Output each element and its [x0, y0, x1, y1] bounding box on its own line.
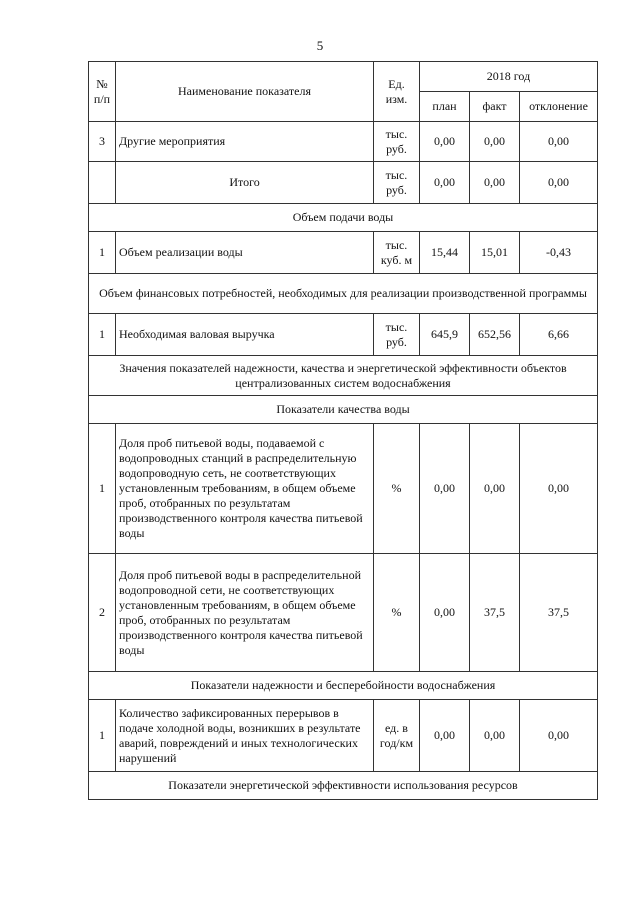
row-unit: тыс. куб. м [374, 232, 420, 274]
row-unit: % [374, 424, 420, 554]
row-name: Другие мероприятия [116, 122, 374, 162]
row-deviation: 0,00 [520, 424, 598, 554]
page-number: 5 [316, 38, 324, 53]
row-deviation: 0,00 [520, 700, 598, 772]
table-row [89, 424, 598, 554]
row-unit: тыс. руб. [374, 162, 420, 204]
row-unit: % [374, 554, 420, 672]
row-name: Доля проб питьевой воды в распределительной водопроводной сети, не соответствующих установленным требованиям, в общем объеме проб, отобранных по результатам производственного контроля качества питьевой воды [116, 554, 374, 672]
header-fact: факт [470, 92, 520, 122]
section-title: Показатели качества воды [89, 396, 598, 424]
row-fact: 0,00 [470, 122, 520, 162]
row-plan: 0,00 [420, 162, 470, 204]
row-plan: 645,9 [420, 314, 470, 356]
section-row [89, 772, 598, 800]
table-row [89, 232, 598, 274]
row-num: 1 [89, 700, 116, 772]
section-row [89, 356, 598, 396]
row-num-empty [89, 162, 116, 204]
header-year: 2018 год [420, 62, 598, 92]
row-deviation: 6,66 [520, 314, 598, 356]
indicators-table [88, 61, 598, 800]
header-num: № п/п [89, 62, 116, 122]
row-plan: 0,00 [420, 700, 470, 772]
row-fact: 15,01 [470, 232, 520, 274]
row-plan: 0,00 [420, 122, 470, 162]
row-num: 1 [89, 314, 116, 356]
row-plan: 0,00 [420, 554, 470, 672]
section-row [89, 274, 598, 314]
row-fact: 0,00 [470, 700, 520, 772]
row-name: Необходимая валовая выручка [116, 314, 374, 356]
row-fact: 37,5 [470, 554, 520, 672]
row-unit: тыс. руб. [374, 314, 420, 356]
table-header-row [89, 62, 598, 92]
table-row-total [89, 162, 598, 204]
section-row [89, 204, 598, 232]
row-deviation: 0,00 [520, 162, 598, 204]
row-name: Количество зафиксированных перерывов в подаче холодной воды, возникших в результате аварий, повреждений и иных технологических нарушений [116, 700, 374, 772]
header-deviation: отклонение [520, 92, 598, 122]
section-title: Показатели надежности и бесперебойности водоснабжения [89, 672, 598, 700]
row-plan: 15,44 [420, 232, 470, 274]
row-fact: 0,00 [470, 162, 520, 204]
section-row [89, 396, 598, 424]
section-title: Объем подачи воды [89, 204, 598, 232]
row-num: 1 [89, 232, 116, 274]
header-plan: план [420, 92, 470, 122]
section-title: Показатели энергетической эффективности использования ресурсов [89, 772, 598, 800]
row-name: Доля проб питьевой воды, подаваемой с водопроводных станций в распределительную водопроводную сеть, не соответствующих установленным требованиям, в общем объеме проб, отобранных по результатам производственного контроля качества питьевой воды [116, 424, 374, 554]
row-deviation: 0,00 [520, 122, 598, 162]
row-num: 1 [89, 424, 116, 554]
row-unit: тыс. руб. [374, 122, 420, 162]
row-plan: 0,00 [420, 424, 470, 554]
table-row [89, 122, 598, 162]
row-deviation: 37,5 [520, 554, 598, 672]
header-name: Наименование показателя [116, 62, 374, 122]
table-row [89, 314, 598, 356]
row-unit: ед. в год/км [374, 700, 420, 772]
row-deviation: -0,43 [520, 232, 598, 274]
section-title: Объем финансовых потребностей, необходимых для реализации производственной программы [89, 274, 598, 314]
table-row [89, 554, 598, 672]
header-unit: Ед. изм. [374, 62, 420, 122]
section-title: Значения показателей надежности, качества и энергетической эффективности объектов централизованных систем водоснабжения [89, 356, 598, 396]
row-name: Объем реализации воды [116, 232, 374, 274]
row-fact: 652,56 [470, 314, 520, 356]
row-num: 2 [89, 554, 116, 672]
row-fact: 0,00 [470, 424, 520, 554]
section-row [89, 672, 598, 700]
row-num: 3 [89, 122, 116, 162]
row-name: Итого [116, 162, 374, 204]
table-row [89, 700, 598, 772]
